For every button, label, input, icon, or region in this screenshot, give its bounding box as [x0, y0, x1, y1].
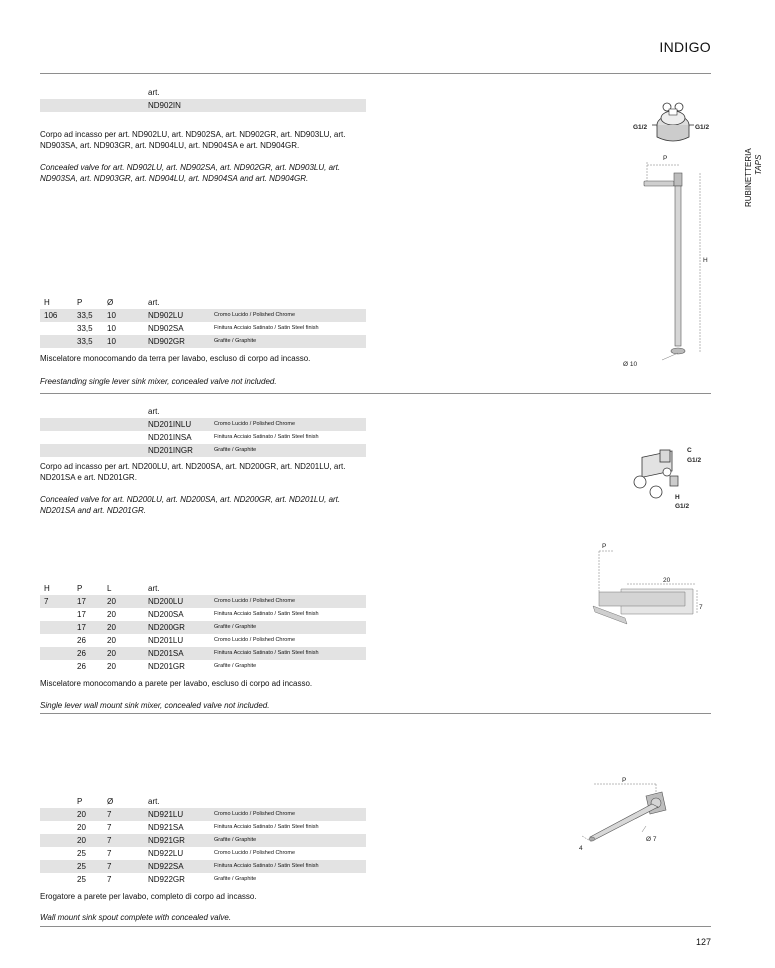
divider — [40, 393, 711, 394]
cell-art: ND201GR — [148, 662, 185, 671]
cell-diam: 10 — [107, 311, 116, 320]
valve-g-top-label: G1/2 — [687, 457, 702, 464]
cell-finish: Cromo Lucido / Polished Chrome — [214, 598, 296, 604]
col-diam-header: Ø — [107, 298, 114, 307]
cell-art: ND201SA — [148, 649, 184, 658]
wall-spout-drawing — [570, 770, 690, 855]
cell-p: 26 — [77, 662, 86, 671]
cell-finish: Cromo Lucido / Polished Chrome — [214, 421, 296, 427]
cell-art: ND902GR — [148, 337, 185, 346]
cell-h: 106 — [44, 311, 58, 320]
cell-finish: Grafite / Graphite — [214, 338, 257, 344]
mixer-table-nd200 — [40, 582, 366, 673]
cell-diam: 7 — [107, 862, 112, 871]
table-row — [40, 608, 366, 621]
cell-finish: Finitura Acciaio Satinato / Satin Steel finish — [214, 325, 319, 331]
valve-g-bottom-label: G1/2 — [675, 503, 690, 510]
cell-h: 7 — [44, 597, 49, 606]
table-header — [40, 86, 366, 99]
cell-art: ND201INSA — [148, 433, 192, 442]
cell-art: ND921SA — [148, 823, 184, 832]
cell-art: ND200SA — [148, 610, 184, 619]
col-art-header: art. — [148, 88, 160, 97]
valve-paragraph-it: Corpo ad incasso per art. ND200LU, art. ND200SA, art. ND200GR, art. ND201LU, art. ND201SA e art. ND201GR. — [40, 462, 346, 482]
cell-finish: Cromo Lucido / Polished Chrome — [214, 637, 296, 643]
table-row — [40, 621, 366, 634]
dim-p-label: P — [602, 543, 607, 550]
cell-finish: Cromo Lucido / Polished Chrome — [214, 811, 296, 817]
table-row — [40, 418, 366, 431]
valve-c-label: C — [687, 447, 692, 454]
cell-p: 17 — [77, 623, 86, 632]
concealed-valve-icon — [652, 103, 694, 141]
col-h-header: H — [44, 584, 50, 593]
spout-table-nd921 — [40, 795, 366, 886]
col-h-header: H — [44, 298, 50, 307]
table-row — [40, 335, 366, 348]
cell-p: 26 — [77, 636, 86, 645]
cell-art: ND201INGR — [148, 446, 193, 455]
mixer-desc-en: Freestanding single lever sink mixer, concealed valve not included. — [40, 377, 277, 386]
cell-finish: Finitura Acciaio Satinato / Satin Steel finish — [214, 824, 319, 830]
cell-diam: 7 — [107, 810, 112, 819]
concealed-valve-drawing — [620, 440, 730, 515]
table-row — [40, 821, 366, 834]
cell-l: 20 — [107, 662, 116, 671]
table-header — [40, 405, 366, 418]
table-row — [40, 634, 366, 647]
cell-finish: Finitura Acciaio Satinato / Satin Steel finish — [214, 650, 319, 656]
valve-table-nd201in — [40, 405, 366, 457]
cell-art: ND902LU — [148, 311, 184, 320]
side-tab — [744, 148, 764, 207]
cell-l: 20 — [107, 636, 116, 645]
cell-art: ND200GR — [148, 623, 185, 632]
valve-paragraph-en: Concealed valve for art. ND902LU, art. ND902SA, art. ND902GR, art. ND903LU, art. ND903SA, art. ND903GR, art. ND904LU, art. ND904SA and art. ND904GR. — [40, 163, 341, 183]
cell-finish: Finitura Acciaio Satinato / Satin Steel finish — [214, 863, 319, 869]
cell-diam: 10 — [107, 337, 116, 346]
cell-diam: 7 — [107, 849, 112, 858]
concealed-valve-icon — [634, 450, 678, 498]
brand-title: INDIGO — [659, 39, 711, 55]
cell-p: 20 — [77, 810, 86, 819]
table-row — [40, 99, 366, 112]
cell-p: 20 — [77, 823, 86, 832]
cell-finish: Grafite / Graphite — [214, 663, 257, 669]
table-row — [40, 309, 366, 322]
wall-mixer-icon — [593, 589, 693, 624]
cell-diam: 10 — [107, 324, 116, 333]
dim-h-label: H — [703, 257, 708, 264]
cell-p: 33,5 — [77, 337, 93, 346]
freestanding-mixer-icon — [644, 173, 685, 354]
valve-table-nd902in — [40, 86, 366, 112]
page-number: 127 — [695, 937, 711, 947]
table-row — [40, 860, 366, 873]
cell-art: ND921LU — [148, 810, 184, 819]
cell-art: ND201LU — [148, 636, 184, 645]
table-header — [40, 296, 366, 309]
mixer-desc-it: Miscelatore monocomando a parete per lavabo, escluso di corpo ad incasso. — [40, 679, 313, 688]
table-row — [40, 834, 366, 847]
cell-p: 25 — [77, 875, 86, 884]
cell-art: ND922GR — [148, 875, 185, 884]
divider — [40, 713, 711, 714]
valve-g-right-label: G1/2 — [695, 124, 710, 131]
cell-finish: Cromo Lucido / Polished Chrome — [214, 850, 296, 856]
mixer-desc-it: Miscelatore monocomando da terra per lavabo, escluso di corpo ad incasso. — [40, 354, 311, 363]
cell-p: 26 — [77, 649, 86, 658]
valve-h-label: H — [675, 494, 680, 501]
cell-art: ND902SA — [148, 324, 184, 333]
table-row — [40, 647, 366, 660]
cell-p: 25 — [77, 862, 86, 871]
cell-l: 20 — [107, 597, 116, 606]
table-row — [40, 847, 366, 860]
cell-p: 33,5 — [77, 311, 93, 320]
side-tab-line1: RUBINETTERIA — [744, 148, 753, 207]
valve-paragraph-it: Corpo ad incasso per art. ND902LU, art. ND902SA, art. ND902GR, art. ND903LU, art. ND903SA, art. ND903GR, art. ND904LU, art. ND904SA e art. ND904GR. — [40, 130, 346, 150]
cell-p: 17 — [77, 610, 86, 619]
side-tab-line2: TAPS — [754, 155, 763, 176]
cell-art: ND922SA — [148, 862, 184, 871]
col-art-header: art. — [148, 797, 160, 806]
cell-l: 20 — [107, 623, 116, 632]
dim-p-label: P — [663, 155, 668, 162]
cell-p: 20 — [77, 836, 86, 845]
table-row — [40, 322, 366, 335]
col-p-header: P — [77, 298, 83, 307]
col-diam-header: Ø — [107, 797, 114, 806]
col-art-header: art. — [148, 584, 160, 593]
cell-art: ND922LU — [148, 849, 184, 858]
cell-finish: Cromo Lucido / Polished Chrome — [214, 312, 296, 318]
cell-p: 25 — [77, 849, 86, 858]
dim-four-label: 4 — [579, 845, 583, 852]
cell-l: 20 — [107, 649, 116, 658]
dim-diam-label: Ø 7 — [646, 836, 657, 843]
table-row — [40, 873, 366, 886]
valve-paragraph-en: Concealed valve for art. ND200LU, art. ND200SA, art. ND200GR, art. ND201LU, art. ND201SA and art. ND201GR. — [40, 495, 341, 515]
cell-finish: Finitura Acciaio Satinato / Satin Steel finish — [214, 434, 319, 440]
cell-p: 33,5 — [77, 324, 93, 333]
cell-art: ND921GR — [148, 836, 185, 845]
cell-diam: 7 — [107, 836, 112, 845]
table-header — [40, 795, 366, 808]
cell-diam: 7 — [107, 875, 112, 884]
col-art-header: art. — [148, 407, 160, 416]
cell-finish: Grafite / Graphite — [214, 876, 257, 882]
valve-g-left-label: G1/2 — [633, 124, 648, 131]
article-code: ND902IN — [148, 101, 181, 110]
wall-mixer-drawing — [585, 540, 715, 630]
mixer-table-nd902 — [40, 296, 366, 348]
dim-p-label: P — [622, 777, 627, 784]
cell-finish: Grafite / Graphite — [214, 447, 257, 453]
dim-diam-label: Ø 10 — [623, 361, 638, 368]
mixer-desc-en: Single lever wall mount sink mixer, concealed valve not included. — [40, 701, 270, 710]
dim-h-label: 7 — [699, 604, 703, 611]
divider — [40, 73, 711, 74]
cell-l: 20 — [107, 610, 116, 619]
cell-finish: Finitura Acciaio Satinato / Satin Steel finish — [214, 611, 319, 617]
spout-desc-it: Erogatore a parete per lavabo, completo di corpo ad incasso. — [40, 892, 257, 901]
table-row — [40, 431, 366, 444]
table-row — [40, 808, 366, 821]
cell-diam: 7 — [107, 823, 112, 832]
dim-l-label: 20 — [663, 577, 671, 584]
table-row — [40, 660, 366, 673]
cell-finish: Grafite / Graphite — [214, 624, 257, 630]
table-header — [40, 582, 366, 595]
cell-p: 17 — [77, 597, 86, 606]
spout-desc-en: Wall mount sink spout complete with concealed valve. — [40, 913, 232, 922]
cell-art: ND200LU — [148, 597, 184, 606]
col-p-header: P — [77, 797, 83, 806]
col-art-header: art. — [148, 298, 160, 307]
table-row — [40, 595, 366, 608]
freestanding-mixer-drawing — [600, 95, 730, 375]
table-row — [40, 444, 366, 457]
col-l-header: L — [107, 584, 112, 593]
cell-art: ND201INLU — [148, 420, 192, 429]
divider — [40, 926, 711, 927]
col-p-header: P — [77, 584, 83, 593]
cell-finish: Grafite / Graphite — [214, 837, 257, 843]
wall-spout-icon — [589, 792, 666, 841]
